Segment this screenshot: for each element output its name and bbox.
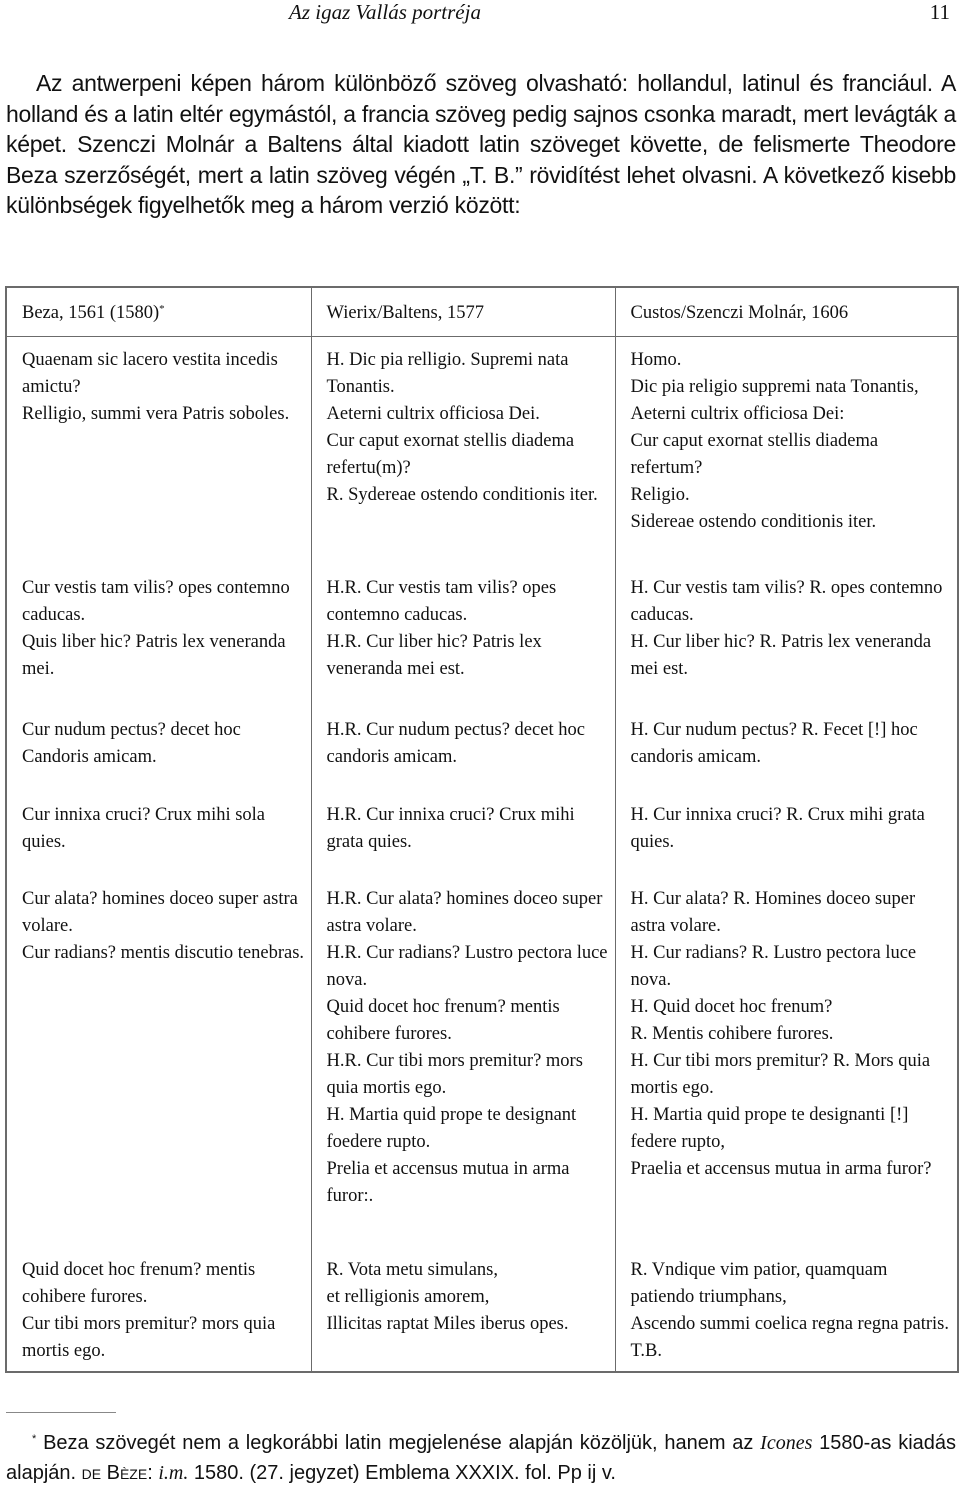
footnote-author: de Bèze: <box>81 1462 153 1484</box>
cell-text: Quid docet hoc frenum? mentis cohibere furores. Cur tibi mors premitur? mors quia mortis ego. <box>22 1259 276 1361</box>
table-cell <box>6 337 311 576</box>
column-header-label: Custos/Szenczi Molnár, 1606 <box>630 302 849 323</box>
cell-text: H. Cur innixa cruci? R. Crux mihi grata quies. <box>630 804 925 852</box>
table-cell <box>6 1257 311 1372</box>
table-cell <box>6 717 311 802</box>
column-header <box>615 287 958 337</box>
cell-text: Homo. Dic pia religio suppremi nata Tonantis, Aeterni cultrix officiosa Dei: Cur caput exornat stellis diadema refertum? Religio. Sidereae ostendo conditionis iter. <box>630 350 919 532</box>
table-header-row <box>6 287 958 337</box>
cell-text: H.R. Cur alata? homines doceo super astra volare. H.R. Cur radians? Lustro pectora luce nova. Quid docet hoc frenum? mentis cohibere furores. H.R. Cur tibi mors premitur? mors quia mortis ego. H. Martia quid prope te designant foedere rupto. Prelia et accensus mutua in arma furor:. <box>326 889 608 1207</box>
footnote-text: Beza szövegét nem a legkorábbi latin megjelenése alapján közöljük, hanem az <box>43 1432 754 1454</box>
table-row <box>6 886 958 1256</box>
cell-text: Cur alata? homines doceo super astra volare. Cur radians? mentis discutio tenebras. <box>22 889 305 964</box>
cell-text: Cur innixa cruci? Crux mihi sola quies. <box>22 804 266 852</box>
table-cell <box>615 1257 958 1372</box>
cell-text: Cur nudum pectus? decet hoc Candoris amicam. <box>22 719 241 767</box>
page-number: 11 <box>929 0 950 24</box>
table-cell <box>311 802 615 887</box>
column-header-label: Wierix/Baltens, 1577 <box>326 302 485 323</box>
cell-text: H.R. Cur vestis tam vilis? opes contemno caducas. H.R. Cur liber hic? Patris lex veneranda mei est. <box>326 578 557 680</box>
column-header <box>6 287 311 337</box>
table-cell <box>615 337 958 576</box>
footnote-mark: * <box>159 302 165 315</box>
footnote <box>6 1428 956 1488</box>
cell-text: H. Cur vestis tam vilis? R. opes contemno caducas. H. Cur liber hic? R. Patris lex veneranda mei est. <box>630 578 943 680</box>
column-header <box>311 287 615 337</box>
cell-text: R. Vndique vim patior, quamquam patiendo triumphans, Ascendo summi coelica regna regna patris. T.B. <box>630 1259 949 1361</box>
footnote-divider <box>6 1412 116 1413</box>
cell-text: H. Dic pia relligio. Supremi nata Tonantis. Aeterni cultrix officiosa Dei. Cur caput exornat stellis diadema refertu(m)? R. Sydereae ostendo conditionis iter. <box>326 350 598 505</box>
comparison-table <box>5 286 959 1373</box>
column-header-label: Beza, 1561 (1580) <box>22 302 160 323</box>
footnote-italic: Icones <box>760 1432 813 1454</box>
footnote-text: 1580-as kiadás alapján. <box>6 1432 957 1484</box>
table-row <box>6 802 958 887</box>
table-cell <box>6 886 311 1256</box>
page-header-title: Az igaz Vallás portréja <box>289 0 481 24</box>
table-row <box>6 575 958 717</box>
table-row <box>6 1257 958 1372</box>
table-cell <box>311 1257 615 1372</box>
intro-paragraph: Az antwerpeni képen három különböző szöveg olvasható: hollandul, latinul és franciául. A holland és a latin eltér egymástól, a francia szöveg pedig sajnos csonka maradt, mert levágták a képet. Szenczi Molnár a Baltens által kiadott latin szöveget követte, de felismerte Theodore Beza szerzőségét, mert a latin szöveg végén „T. B.” rövidítést lehet olvasni. A következő kisebb különbségek figyelhetők meg a három verzió között: <box>6 70 956 218</box>
table-cell <box>311 575 615 717</box>
table-cell <box>615 575 958 717</box>
table-cell <box>6 575 311 717</box>
table-cell <box>615 717 958 802</box>
table-cell <box>311 337 615 576</box>
cell-text: H. Cur alata? R. Homines doceo super astra volare. H. Cur radians? R. Lustro pectora luce nova. H. Quid docet hoc frenum? R. Mentis cohibere furores. H. Cur tibi mors premitur? R. Mors quia mortis ego. H. Martia quid prope te designanti [!] federe rupto, Praelia et accensus mutua in arma furor? <box>630 889 932 1180</box>
cell-text: Cur vestis tam vilis? opes contemno caducas. Quis liber hic? Patris lex veneranda mei. <box>22 578 290 680</box>
cell-text: H.R. Cur innixa cruci? Crux mihi grata quies. <box>326 804 575 852</box>
table-cell <box>311 717 615 802</box>
table-cell <box>311 886 615 1256</box>
cell-text: R. Vota metu simulans, et relligionis amorem, Illicitas raptat Miles iberus opes. <box>326 1259 569 1334</box>
cell-text: H. Cur nudum pectus? R. Fecet [!] hoc candoris amicam. <box>630 719 918 767</box>
footnote-mark: * <box>32 1433 37 1445</box>
table-cell <box>615 802 958 887</box>
footnote-italic: i.m. <box>158 1462 189 1484</box>
footnote-text: 1580. (27. jegyzet) Emblema XXXIX. fol. Pp ij v. <box>193 1462 616 1484</box>
table-row <box>6 717 958 802</box>
table-cell <box>6 802 311 887</box>
table-cell <box>615 886 958 1256</box>
cell-text: Quaenam sic lacero vestita incedis amictu? Relligio, summi vera Patris soboles. <box>22 350 290 424</box>
cell-text: H.R. Cur nudum pectus? decet hoc candoris amicam. <box>326 719 585 767</box>
table-row <box>6 337 958 576</box>
